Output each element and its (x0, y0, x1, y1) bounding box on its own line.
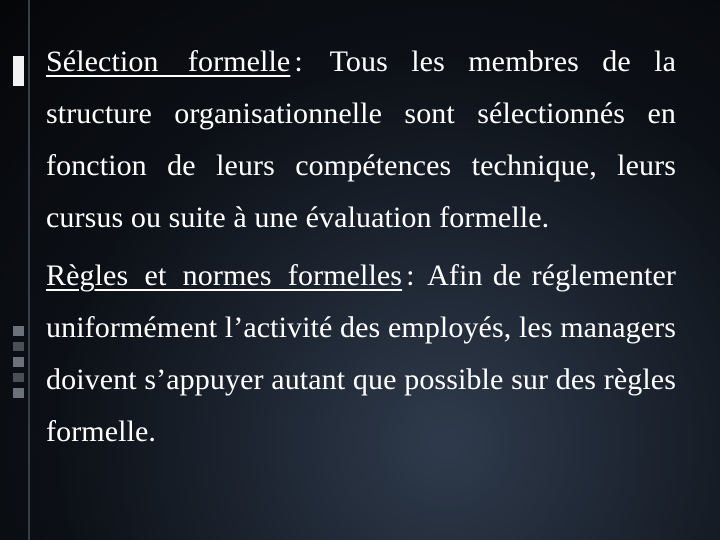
slide-content (46, 36, 676, 458)
bullet-stripe (13, 388, 24, 398)
bullet-paragraph-regles (46, 250, 676, 458)
bullet-term: Sélection formelle (46, 45, 291, 78)
term-separator: : (406, 259, 415, 292)
bullet-text: Tous les membres de la structure organisationnelle sont sélectionnés en fonction de leurs compétences technique, leurs cursus ou suite à une évaluation formelle. (46, 45, 676, 234)
left-border-rule (28, 0, 30, 540)
bullet-marker-striped (13, 326, 24, 398)
term-separator: : (294, 45, 303, 78)
bullet-stripe (13, 357, 24, 367)
bullet-stripe (13, 342, 24, 352)
bullet-stripe (13, 373, 24, 383)
bullet-stripe (13, 326, 24, 336)
bullet-text: Afin de réglementer uniformément l’activité des employés, les managers doivent s’appuyer autant que possible sur des règles formelle. (46, 259, 676, 448)
bullet-term: Règles et normes formelles (46, 259, 403, 292)
bullet-marker-white (13, 56, 24, 86)
bullet-paragraph-selection (46, 36, 676, 244)
